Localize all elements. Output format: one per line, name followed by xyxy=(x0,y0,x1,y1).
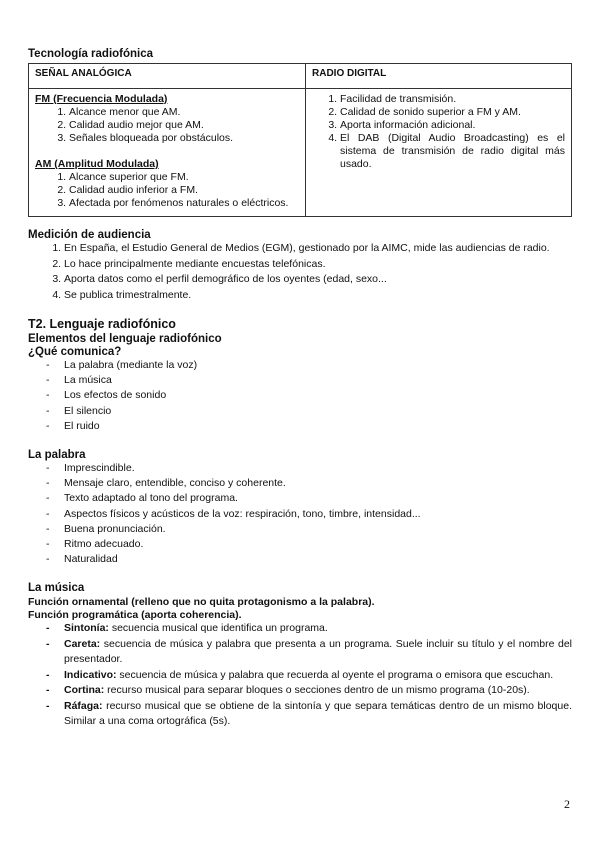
term: Cortina: xyxy=(64,684,105,697)
term: Ráfaga: xyxy=(64,699,103,712)
musica-list xyxy=(28,621,572,730)
definition: secuencia de música y palabra que presenta a un programa. Suele incluir su título y el nombre del presentador. xyxy=(64,637,572,666)
fm-title: FM (Frecuencia Modulada) xyxy=(35,93,168,105)
technology-table xyxy=(28,63,572,217)
definition: secuencia musical que identifica un programa. xyxy=(108,622,328,635)
list-item: - Aspectos físicos y acústicos de la voz: respiración, tono, timbre, intensidad... xyxy=(46,507,572,522)
term: Indicativo: xyxy=(64,668,117,681)
column-header-digital: RADIO DIGITAL xyxy=(306,64,572,89)
list-item: - Naturalidad xyxy=(46,552,572,567)
section-subtitle: Elementos del lenguaje radiofónico xyxy=(28,333,222,345)
document-page xyxy=(28,48,572,730)
question-heading: ¿Qué comunica? xyxy=(28,346,122,358)
list-item: - El silencio xyxy=(46,404,572,419)
section-title-musica: La música xyxy=(28,582,85,595)
list-item: 3. Afectada por fenómenos naturales o eléctricos. xyxy=(69,197,299,210)
section-title-medicion: Medición de audiencia xyxy=(28,229,151,241)
am-list xyxy=(35,171,299,210)
definition: recurso musical para separar bloques o secciones dentro de un mismo programa (10-20s). xyxy=(104,684,530,697)
function-programatica: Función programática (aporta coherencia). xyxy=(28,609,242,622)
list-item: - Imprescindible. xyxy=(46,461,572,476)
definition: secuencia de música y palabra que recuerda al oyente el programa o emisora que escuchan. xyxy=(116,668,554,681)
page-number: 2 xyxy=(564,797,570,811)
list-item: - El ruido xyxy=(46,419,572,434)
list-item: - Ritmo adecuado. xyxy=(46,537,572,552)
list-item: 1. Facilidad de transmisión. xyxy=(340,93,565,106)
list-item: 1. Alcance menor que AM. xyxy=(69,106,299,119)
digital-list xyxy=(312,93,565,171)
list-item xyxy=(46,668,572,684)
definition: recurso musical que se obtiene de la sintonía y que separa temáticas dentro de un mismo bloque. Similar a una coma ortográfica (5s). xyxy=(64,699,572,728)
list-item: 4. El DAB (Digital Audio Broadcasting) es el sistema de transmisión de radio digital más usado. xyxy=(340,132,565,171)
list-item: - Texto adaptado al tono del programa. xyxy=(46,491,572,506)
list-item: 4. Se publica trimestralmente. xyxy=(64,288,572,304)
list-item xyxy=(46,621,572,637)
list-item xyxy=(46,683,572,699)
list-item: 2. Calidad de sonido superior a FM y AM. xyxy=(340,106,565,119)
chapter-title: T2. Lenguaje radiofónico xyxy=(28,317,176,331)
palabra-list xyxy=(28,461,572,567)
medicion-list xyxy=(28,241,572,303)
list-item xyxy=(46,699,572,730)
list-item: 2. Calidad audio inferior a FM. xyxy=(69,184,299,197)
list-item: 3. Señales bloqueada por obstáculos. xyxy=(69,132,299,145)
list-item: 1. En España, el Estudio General de Medios (EGM), gestionado por la AIMC, mide las audiencias de radio. xyxy=(64,241,572,257)
list-item: - Los efectos de sonido xyxy=(46,388,572,403)
term: Sintonía: xyxy=(64,622,109,635)
list-item: - La música xyxy=(46,373,572,388)
function-ornamental: Función ornamental (relleno que no quita protagonismo a la palabra). xyxy=(28,596,375,609)
list-item: - Mensaje claro, entendible, conciso y coherente. xyxy=(46,476,572,491)
list-item: 3. Aporta información adicional. xyxy=(340,119,565,132)
section-title-tecnologia: Tecnología radiofónica xyxy=(28,48,154,60)
list-item: - Buena pronunciación. xyxy=(46,522,572,537)
analog-cell xyxy=(29,89,306,217)
list-item: 2. Calidad audio mejor que AM. xyxy=(69,119,299,132)
digital-cell xyxy=(306,89,572,217)
section-title-palabra: La palabra xyxy=(28,449,86,462)
list-item: - La palabra (mediante la voz) xyxy=(46,358,572,373)
list-item: 1. Alcance superior que FM. xyxy=(69,171,299,184)
column-header-analog: SEÑAL ANALÓGICA xyxy=(29,64,306,89)
term: Careta: xyxy=(64,637,101,650)
fm-list xyxy=(35,106,299,145)
list-item xyxy=(46,637,572,668)
list-item: 2. Lo hace principalmente mediante encuestas telefónicas. xyxy=(64,257,572,273)
elements-list xyxy=(28,358,572,434)
list-item: 3. Aporta datos como el perfil demográfico de los oyentes (edad, sexo... xyxy=(64,272,572,288)
am-title: AM (Amplitud Modulada) xyxy=(35,158,159,170)
